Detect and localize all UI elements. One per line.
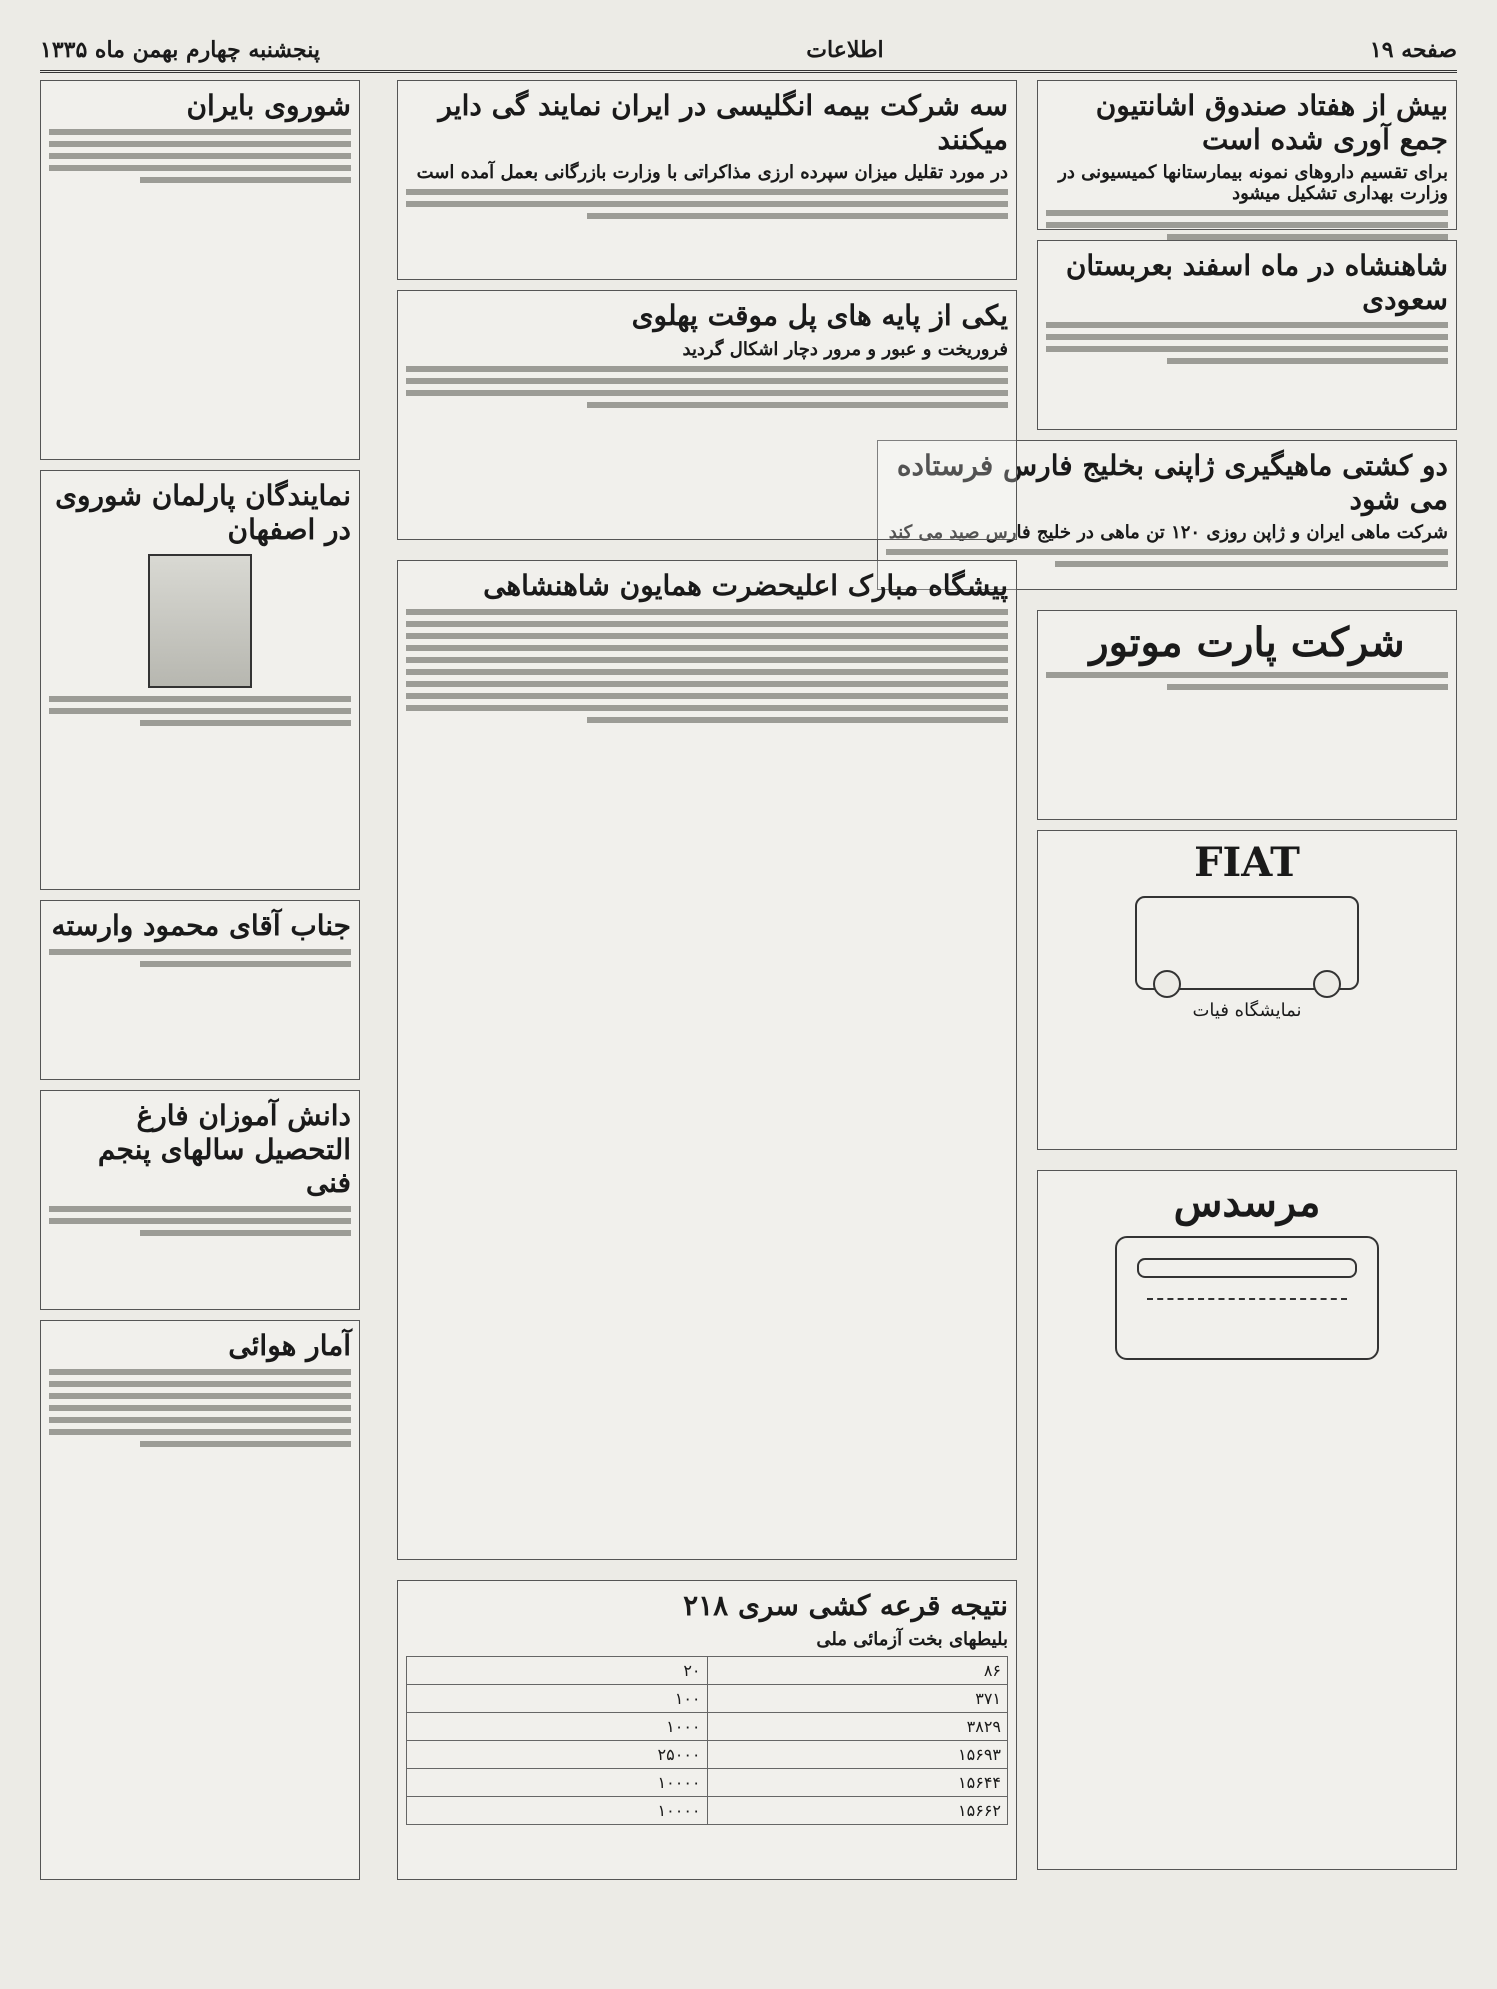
lottery-prize: ۲۵۰۰۰ — [407, 1740, 708, 1768]
lottery-row — [407, 1712, 1008, 1740]
isfahan-block — [40, 470, 360, 890]
portrait-photo — [148, 554, 252, 688]
lottery-row — [407, 1656, 1008, 1684]
lottery-prize: ۱۰۰ — [407, 1684, 708, 1712]
lottery-number: ۱۵۶۹۳ — [707, 1740, 1008, 1768]
lottery-number: ۱۵۶۶۲ — [707, 1796, 1008, 1824]
isfahan-headline: نمایندگان پارلمان شوروی در اصفهان — [55, 479, 351, 546]
parts-ad-title: شرکت پارت موتور — [1089, 619, 1405, 666]
lottery-block — [397, 1580, 1017, 1880]
fishing-subheadline: شرکت ماهی ایران و ژاپن روزی ۱۲۰ تن ماهی در خلیج فارس صید می کند — [888, 522, 1448, 544]
lottery-table — [406, 1656, 1008, 1825]
truck-icon — [1135, 896, 1359, 990]
fiat-word: FIAT — [1194, 839, 1300, 886]
lottery-row — [407, 1768, 1008, 1796]
insurance-block — [397, 80, 1017, 280]
lottery-number: ۳۸۲۹ — [707, 1712, 1008, 1740]
lottery-number: ۱۵۶۴۴ — [707, 1768, 1008, 1796]
lottery-prize: ۱۰۰۰۰ — [407, 1796, 708, 1824]
mercedes-ad — [1037, 1170, 1457, 1870]
lottery-prize: ۲۰ — [407, 1656, 708, 1684]
shoravi-headline: شوروی بایران — [186, 89, 351, 122]
pahlavi-bridge-headline: یکی از پایه های پل موقت پهلوی — [631, 299, 1008, 332]
lottery-prize: ۱۰۰۰ — [407, 1712, 708, 1740]
masthead — [40, 30, 1457, 73]
paper-name: اطلاعات — [806, 37, 884, 63]
gift-block — [397, 560, 1017, 1560]
page-number: صفحه ۱۹ — [1369, 37, 1457, 63]
parts-ad — [1037, 610, 1457, 820]
insurance-headline: سه شرکت بیمه انگلیسی در ایران نمایند گی دایر میکنند — [438, 89, 1008, 156]
saudi-headline: شاهنشاه در ماه اسفند بعربستان سعودی — [1065, 249, 1448, 316]
pahlavi-bridge-block — [397, 290, 1017, 540]
gift-headline: پیشگاه مبارک اعلیحضرت همایون شاهنشاهی — [483, 569, 1008, 602]
pahlavi-bridge-subheadline: فروریخت و عبور و مرور دچار اشکال گردید — [682, 338, 1008, 360]
lottery-prize: ۱۰۰۰۰ — [407, 1768, 708, 1796]
weather-block — [40, 1320, 360, 1880]
fiat-showroom: نمایشگاه فیات — [1192, 1000, 1302, 1021]
lottery-row — [407, 1796, 1008, 1824]
fiat-ad — [1037, 830, 1457, 1150]
mahmoud-block — [40, 900, 360, 1080]
mercedes-word: مرسدس — [1173, 1179, 1321, 1226]
lottery-number: ۸۶ — [707, 1656, 1008, 1684]
students-headline: دانش آموزان فارغ التحصیل سالهای پنجم فنی — [97, 1099, 351, 1200]
fishing-headline: دو کشتی ماهیگیری ژاپنی بخلیج فارس فرستاده می شود — [896, 449, 1448, 516]
issue-date: پنجشنبه چهارم بهمن ماه ۱۳۳۵ — [40, 37, 320, 63]
main-headline-block — [1037, 80, 1457, 230]
students-block — [40, 1090, 360, 1310]
main-headline: بیش از هفتاد صندوق اشانتیون جمع آوری شده است — [1095, 89, 1448, 156]
lottery-row — [407, 1684, 1008, 1712]
lottery-number: ۳۷۱ — [707, 1684, 1008, 1712]
typewriter-icon — [1115, 1236, 1379, 1360]
mahmoud-headline: جناب آقای محمود وارسته — [51, 909, 351, 942]
lottery-row — [407, 1740, 1008, 1768]
lottery-subheadline: بلیطهای بخت آزمائی ملی — [816, 1628, 1008, 1650]
main-subheadline: برای تقسیم داروهای نمونه بیمارستانها کمیسیونی در وزارت بهداری تشکیل میشود — [1058, 162, 1448, 205]
shoravi-block — [40, 80, 360, 460]
weather-headline: آمار هوائی — [228, 1329, 351, 1362]
insurance-subheadline: در مورد تقلیل میزان سپرده ارزی مذاکراتی با وزارت بازرگانی بعمل آمده است — [416, 162, 1008, 184]
lottery-headline: نتیجه قرعه کشی سری ۲۱۸ — [683, 1589, 1008, 1622]
saudi-block — [1037, 240, 1457, 430]
